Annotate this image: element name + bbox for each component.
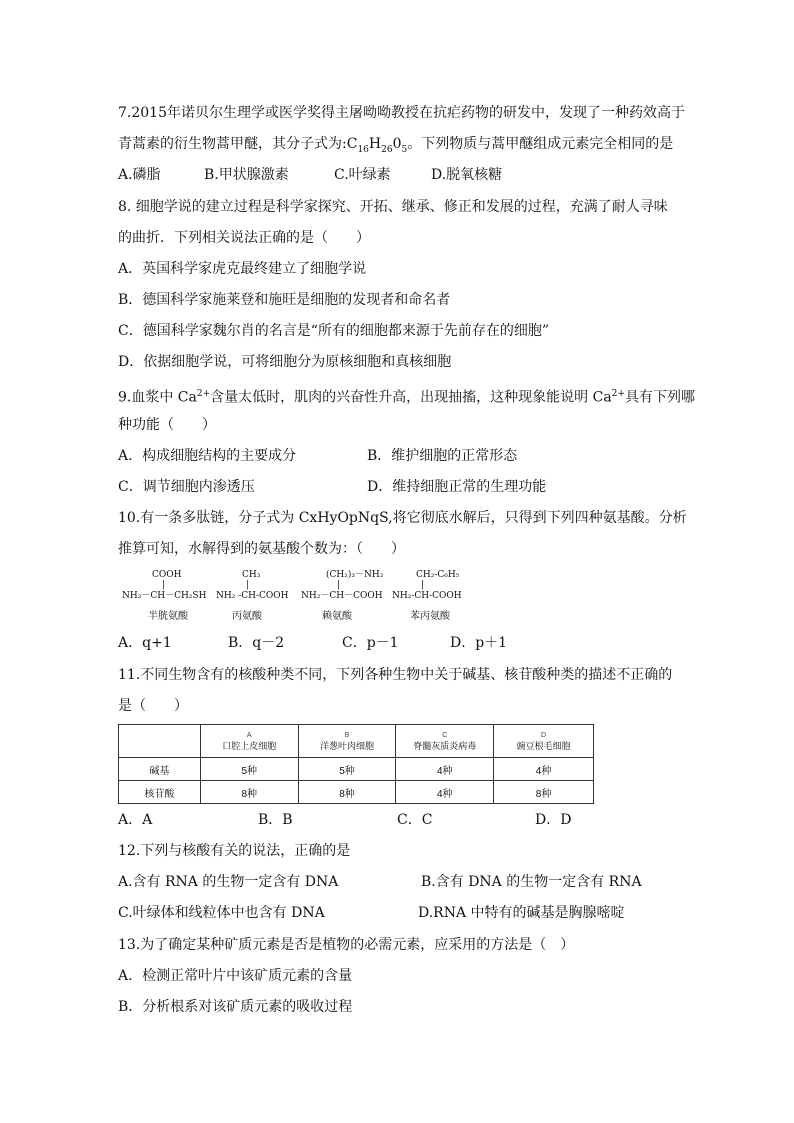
table-cell: 4种 xyxy=(396,781,494,804)
q7-option-d: D.脱氧核糖 xyxy=(431,167,503,183)
cys-bond: | xyxy=(162,580,166,590)
q10-option-c: C．p－1 xyxy=(342,635,399,651)
lys-main: NH₂－CH－COOH xyxy=(301,591,383,601)
row-label: 碱基 xyxy=(119,758,201,781)
q12-option-c: C.叶绿体和线粒体中也含有 DNA xyxy=(118,905,325,921)
table-cell: 8种 xyxy=(298,781,396,804)
q8-line-1: 8. 细胞学说的建立过程是科学家探究、开拓、继承、修正和发展的过程，充满了耐人寻味 xyxy=(118,199,668,215)
row-label: 核苷酸 xyxy=(119,781,201,804)
q8-option-c: C．德国科学家魏尔肖的名言是“所有的细胞都来源于先前存在的细胞” xyxy=(118,323,550,339)
q7-option-b: B.甲状腺激素 xyxy=(204,167,289,183)
q9-option-a: A．构成细胞结构的主要成分 xyxy=(118,448,297,464)
q9-line-1-post: 具有下列哪 xyxy=(624,389,695,406)
q11-option-c: C．C xyxy=(397,812,433,828)
q7-option-a: A.磷脂 xyxy=(118,167,161,183)
table-row xyxy=(119,758,594,781)
q9-charge-2: 2+ xyxy=(611,389,625,399)
q12-option-d: D.RNA 中特有的碱基是胸腺嘧啶 xyxy=(418,905,625,921)
nucleic-acid-table xyxy=(118,724,594,804)
table-corner-cell xyxy=(119,725,201,758)
lys-bond: | xyxy=(337,580,341,590)
q9-option-b: B．维护细胞的正常形态 xyxy=(367,448,518,464)
q7-sub-5: 5 xyxy=(401,144,408,155)
header-name: 脊髓灰质炎病毒 xyxy=(413,740,477,751)
q7-h: H xyxy=(368,136,382,152)
q9-option-d: D．维持细胞正常的生理功能 xyxy=(367,479,547,495)
q12-option-b: B.含有 DNA 的生物一定含有 RNA xyxy=(421,874,642,890)
cys-top: COOH xyxy=(152,570,182,580)
q7-sub-26: 26 xyxy=(381,144,393,155)
q7-option-c: C.叶绿素 xyxy=(334,167,391,183)
header-letter: C xyxy=(442,731,448,739)
q11-line-1: 11.不同生物含有的核酸种类不同，下列各种生物中关于碱基、核苷酸种类的描述不正确的 xyxy=(118,667,673,683)
q11-option-d: D．D xyxy=(535,812,572,828)
q13-line-1: 13.为了确定某种矿质元素是否是植物的必需元素，应采用的方法是（ ） xyxy=(118,937,575,953)
table-cell: 5种 xyxy=(298,758,396,781)
header-letter: B xyxy=(344,731,350,739)
q9-charge-1: 2+ xyxy=(196,389,211,399)
q12-line-1: 12.下列与核酸有关的说法，正确的是 xyxy=(118,843,351,859)
q9-line-2: 种功能（ ） xyxy=(118,417,216,433)
q7-line-2-pre: 青蒿素的衍生物蒿甲醚，其分子式为:C xyxy=(118,136,358,152)
phe-top: CH₂-C₆H₅ xyxy=(416,570,460,580)
ala-top: CH₃ xyxy=(242,570,261,580)
q10-option-d: D．p＋1 xyxy=(450,635,508,651)
table-cell: 8种 xyxy=(200,781,298,804)
q7-line-2-post: 。下列物质与蒿甲醚组成元素完全相同的是 xyxy=(407,136,674,152)
phe-bond: | xyxy=(421,580,425,590)
table-cell: 8种 xyxy=(494,781,594,804)
table-row xyxy=(119,781,594,804)
q11-option-a: A．A xyxy=(118,812,153,828)
phe-main: NH₂-CH-COOH xyxy=(392,591,462,601)
ala-bond: | xyxy=(246,580,250,590)
q8-option-d: D．依据细胞学说，可将细胞分为原核细胞和真核细胞 xyxy=(118,354,452,370)
table-cell: 5种 xyxy=(200,758,298,781)
ala-name: 丙氨酸 xyxy=(232,611,262,622)
table-header-cell xyxy=(396,725,494,758)
table-header-cell xyxy=(494,725,594,758)
q9-line-1-mid: 含量太低时，肌肉的兴奋性升高，出现抽搐，这种现象能说明 Ca xyxy=(210,389,612,406)
q7-o: 0 xyxy=(392,136,402,152)
header-name: 豌豆根毛细胞 xyxy=(516,740,571,751)
q10-line-1: 10.有一条多肽链，分子式为 CxHyOpNqS,将它彻底水解后，只得到下列四种氨基酸。分析 xyxy=(118,510,687,526)
q9-line-1 xyxy=(118,385,695,407)
lys-top: (CH₂)₃－NH₂ xyxy=(326,570,384,580)
q12-option-a: A.含有 RNA 的生物一定含有 DNA xyxy=(118,874,339,890)
q11-option-b: B．B xyxy=(258,812,293,828)
q8-option-b: B．德国科学家施莱登和施旺是细胞的发现者和命名者 xyxy=(118,292,451,308)
phe-name: 苯丙氨酸 xyxy=(410,611,450,622)
q13-option-b: B．分析根系对该矿质元素的吸收过程 xyxy=(118,999,353,1015)
cys-name: 半胱氨酸 xyxy=(148,611,188,622)
table-cell: 4种 xyxy=(396,758,494,781)
table-cell: 4种 xyxy=(494,758,594,781)
q13-option-a: A．检测正常叶片中该矿质元素的含量 xyxy=(118,968,353,984)
header-letter: A xyxy=(246,731,252,739)
q8-option-a: A．英国科学家虎克最终建立了细胞学说 xyxy=(118,261,367,277)
table-header-cell xyxy=(298,725,396,758)
header-name: 洋葱叶肉细胞 xyxy=(319,740,374,751)
q10-option-b: B．q－2 xyxy=(228,635,285,651)
header-name: 口腔上皮细胞 xyxy=(222,740,277,751)
q7-line-1: 7.2015年诺贝尔生理学或医学奖得主屠呦呦教授在抗疟药物的研发中，发现了一种药效高于 xyxy=(118,105,685,121)
q10-option-a: A．q+1 xyxy=(118,635,172,651)
q9-option-c: C．调节细胞内渗透压 xyxy=(118,479,255,495)
q10-line-2: 推算可知，水解得到的氨基酸个数为：（ ） xyxy=(118,541,405,557)
table-header-row xyxy=(119,725,594,758)
q7-line-2 xyxy=(118,135,673,159)
ala-main: NH₂ -CH-COOH xyxy=(216,591,289,601)
q8-line-2: 的曲折．下列相关说法正确的是（ ） xyxy=(118,230,370,246)
q9-line-1-pre: 9.血浆中 Ca xyxy=(118,389,197,406)
cys-main: NH₂－CH－CH₂SH xyxy=(122,591,207,601)
q7-sub-16: 16 xyxy=(357,144,369,155)
lys-name: 赖氨酸 xyxy=(322,611,352,622)
table-header-cell xyxy=(200,725,298,758)
q11-line-2: 是（ ） xyxy=(118,698,188,714)
header-letter: D xyxy=(541,731,547,739)
